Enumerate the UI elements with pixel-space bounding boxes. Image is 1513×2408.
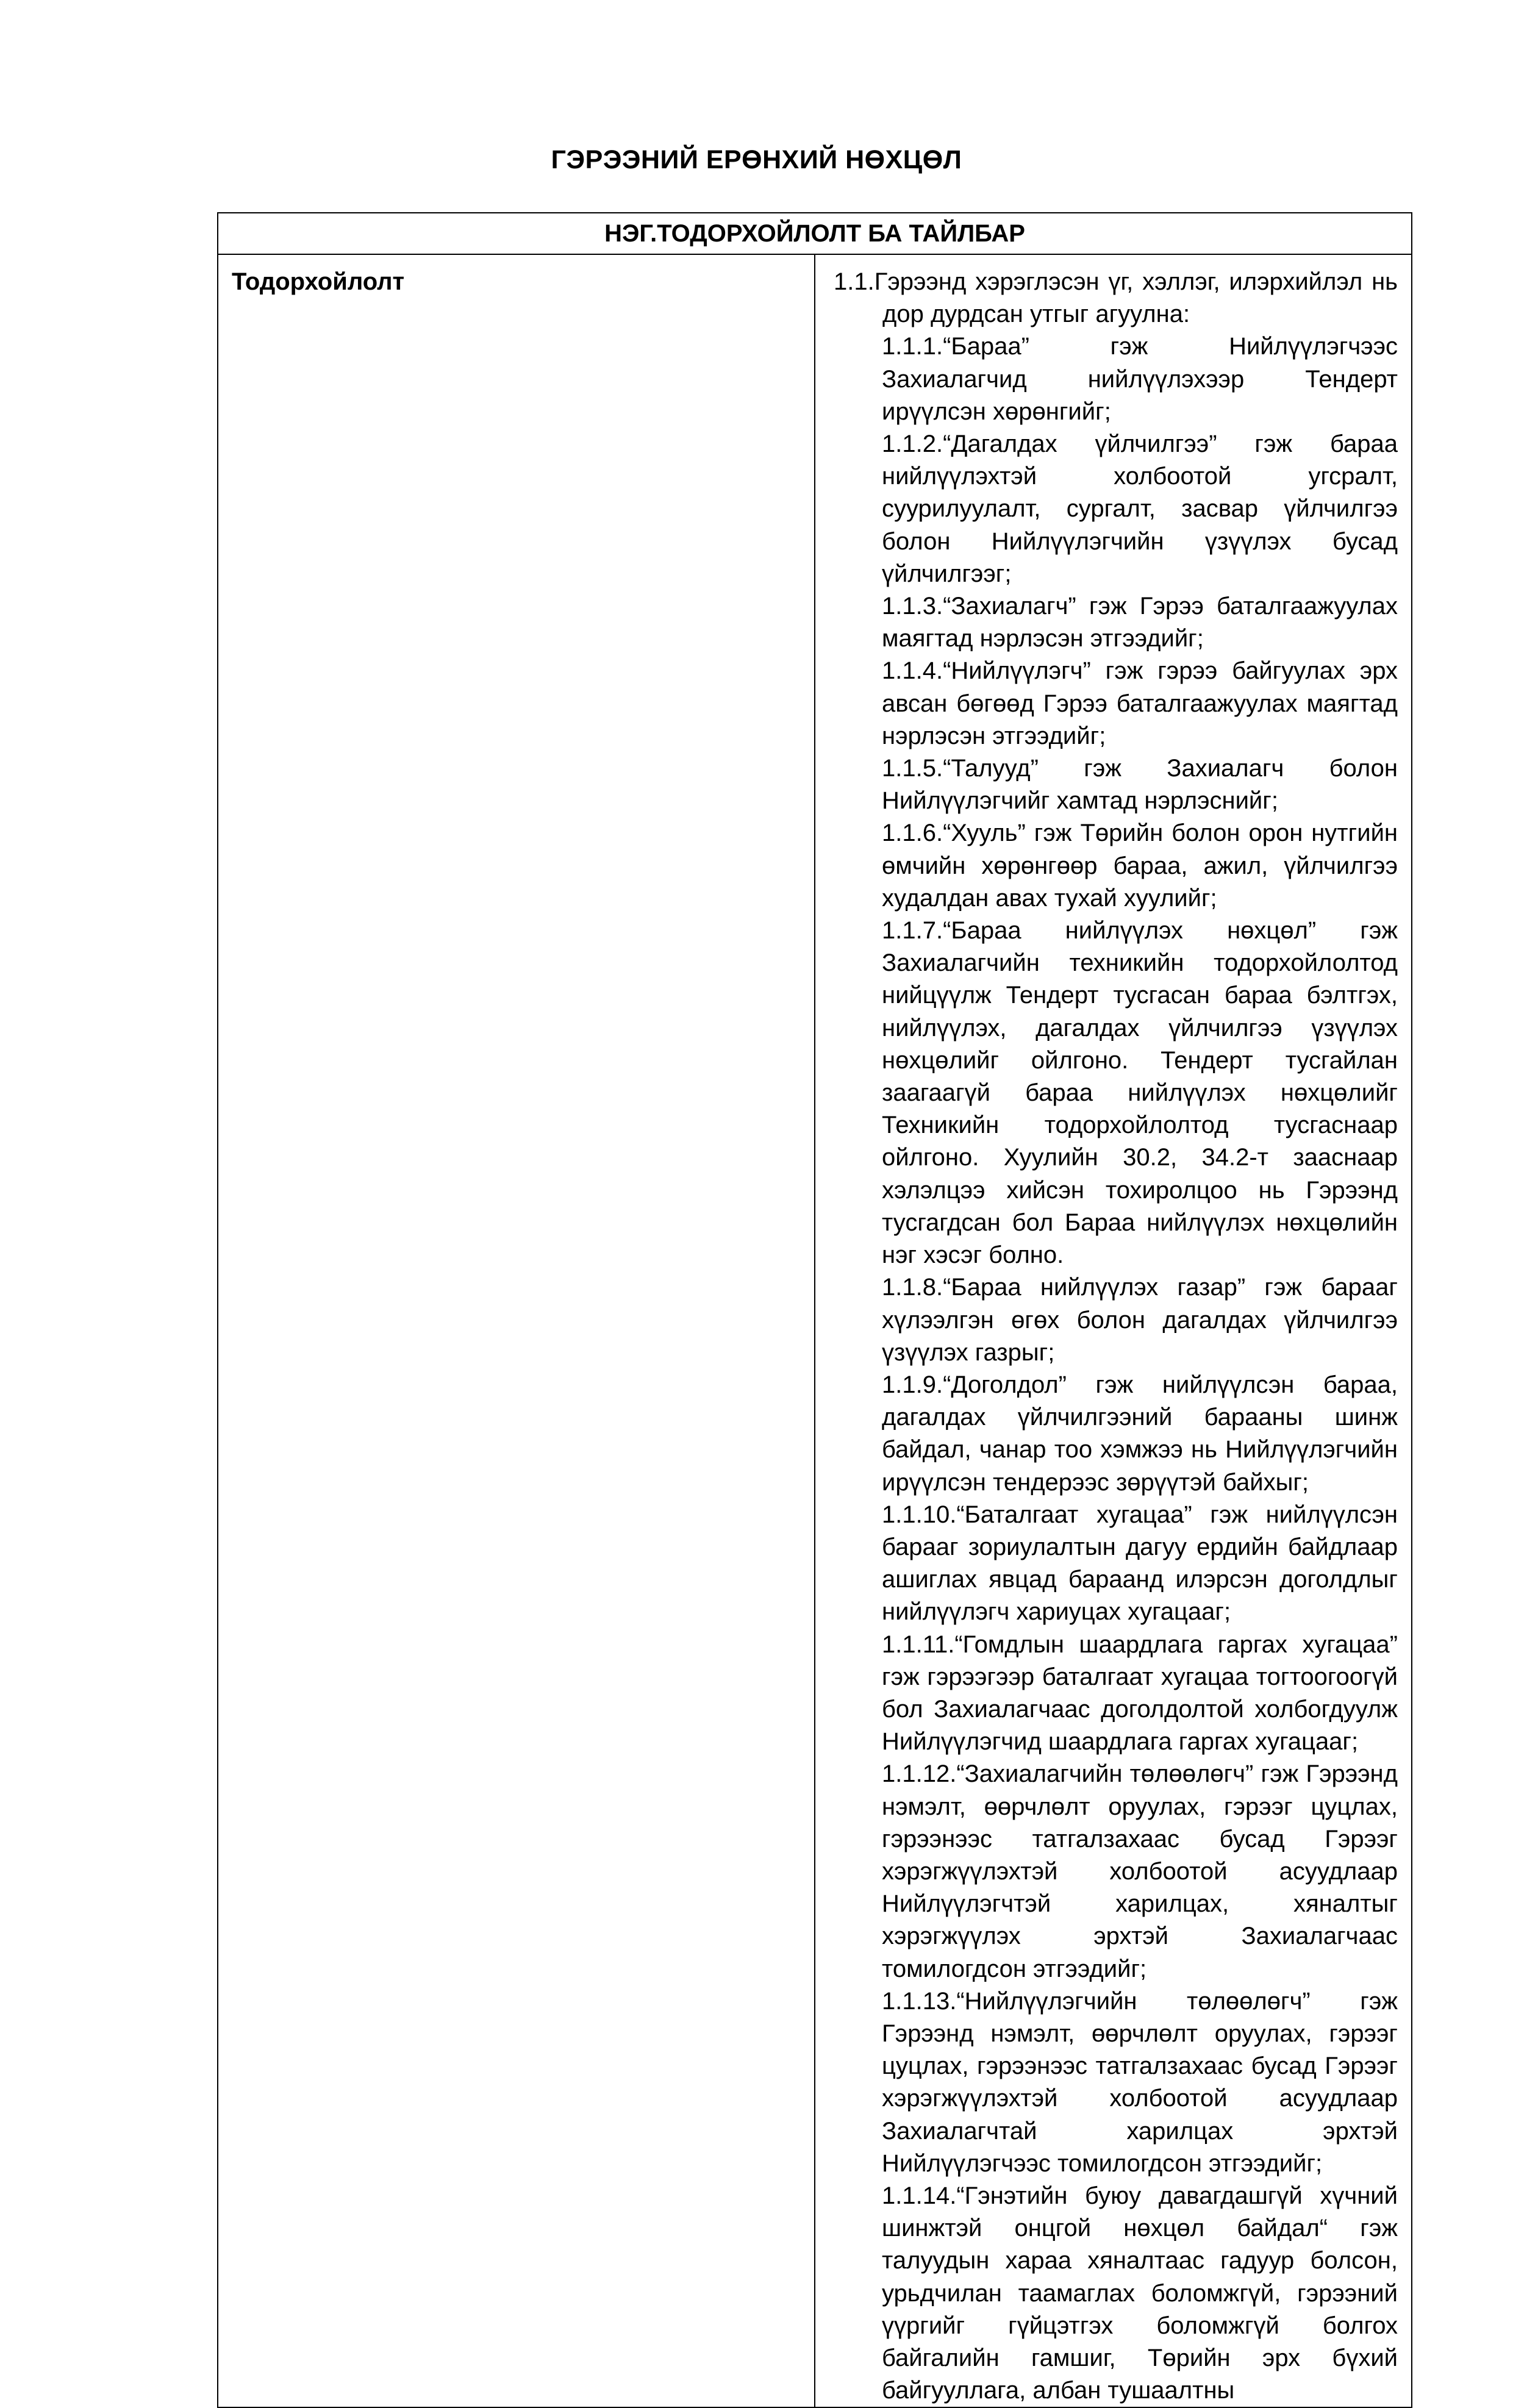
definition-item: 1.1.11.“Гомдлын шаардлага гаргах хугацаа” гэж гэрээгээр баталгаат хугацаа тогтоогоогүй бол Захиалагчаас доголдолтой холбогдуулж Нийлүүлэгчид шаардлага гаргах хугацааг;: [882, 1631, 1398, 1756]
definition-item: 1.1.8.“Бараа нийлүүлэх газар” гэж барааг хүлээлгэн өгөх болон дагалдах үйлчилгээ үзүүлэх газрыг;: [882, 1274, 1398, 1366]
definition-item: 1.1.4.“Нийлүүлэгч” гэж гэрээ байгуулах эрх авсан бөгөөд Гэрээ баталгаажуулах маягтад нэрлэсэн этгээдийг;: [882, 657, 1398, 749]
definition-item: 1.1.3.“Захиалагч” гэж Гэрээ баталгаажуулах маягтад нэрлэсэн этгээдийг;: [882, 593, 1398, 652]
definition-item: 1.1.1.“Бараа” гэж Нийлүүлэгчээс Захиалагчид нийлүүлэхээр Тендерт ирүүлсэн хөрөнгийг;: [882, 333, 1398, 425]
definition-item: 1.1.14.“Гэнэтийн буюу давагдашгүй хүчний шинжтэй онцгой нөхцөл байдал“ гэж талуудын хараа хяналтаас гадуур болсон, урьдчилан таамаглах боломжгүй, гэрээний үүргийг гүйцэтгэх боломжгүй болгох байгалийн гамшиг, Төрийн эрх бүхий байгууллага, албан тушаалтны: [882, 2182, 1398, 2404]
definition-item: 1.1.5.“Талууд” гэж Захиалагч болон Нийлүүлэгчийг хамтад нэрлэснийг;: [882, 755, 1398, 815]
term-label: Тодорхойлолт: [218, 254, 815, 2407]
definition-item: 1.1.10.“Баталгаат хугацаа” гэж нийлүүлсэн барааг зориулалтын дагуу ердийн байдлаар ашиглах явцад бараанд илэрсэн доголдлыг нийлүүлэгч хариуцах хугацааг;: [882, 1501, 1398, 1626]
definitions-cell: [815, 254, 1412, 2407]
definitions-intro: 1.1.Гэрээнд хэрэглэсэн үг, хэллэг, илэрхийлэл нь дор дурдсан утгыг агуулна:: [834, 268, 1398, 328]
definition-item: 1.1.2.“Дагалдах үйлчилгээ” гэж бараа нийлүүлэхтэй холбоотой угсралт, суурилуулалт, сургалт, засвар үйлчилгээ болон Нийлүүлэгчийн үзүүлэх бусад үйлчилгээг;: [882, 431, 1398, 587]
definition-item: 1.1.13.“Нийлүүлэгчийн төлөөлөгч” гэж Гэрээнд нэмэлт, өөрчлөлт оруулах, гэрээг цуцлах, гэрээнээс татгалзахаас бусад Гэрээг хэрэгжүүлэхтэй холбоотой асуудлаар Захиалагчтай харилцах эрхтэй Нийлүүлэгчээс томилогдсон этгээдийг;: [882, 1987, 1398, 2177]
definitions-table: [217, 212, 1412, 2408]
definition-item: 1.1.9.“Доголдол” гэж нийлүүлсэн бараа, дагалдах үйлчилгээний барааны шинж байдал, чанар тоо хэмжээ нь Нийлүүлэгчийн ирүүлсэн тендерээс зөрүүтэй байхыг;: [882, 1371, 1398, 1496]
definition-item: 1.1.7.“Бараа нийлүүлэх нөхцөл” гэж Захиалагчийн техникийн тодорхойлолтод нийцүүлж Тендерт тусгасан бараа бэлтгэх, нийлүүлэх, дагалдах үйлчилгээ үзүүлэх нөхцөлийг ойлгоно. Тендерт тусгайлан заагаагүй бараа нийлүүлэх нөхцөлийг Техникийн тодорхойлолтод тусгаснаар ойлгоно. Хуулийн 30.2, 34.2-т зааснаар хэлэлцээ хийсэн тохиролцоо нь Гэрээнд тусгагдсан бол Бараа нийлүүлэх нөхцөлийн нэг хэсэг болно.: [882, 917, 1398, 1269]
definition-item: 1.1.6.“Хууль” гэж Төрийн болон орон нутгийн өмчийн хөрөнгөөр бараа, ажил, үйлчилгээ худалдан авах тухай хуулийг;: [882, 820, 1398, 912]
page-title: ГЭРЭЭНИЙ ЕРӨНХИЙ НӨХЦӨЛ: [551, 145, 962, 174]
section-heading: НЭГ.ТОДОРХОЙЛОЛТ БА ТАЙЛБАР: [218, 213, 1412, 254]
definition-item: 1.1.12.“Захиалагчийн төлөөлөгч” гэж Гэрээнд нэмэлт, өөрчлөлт оруулах, гэрээг цуцлах, гэрээнээс татгалзахаас бусад Гэрээг хэрэгжүүлэхтэй холбоотой асуудлаар Нийлүүлэгчтэй харилцах, хяналтыг хэрэгжүүлэх эрхтэй Захиалагчаас томилогдсон этгээдийг;: [882, 1760, 1398, 1982]
